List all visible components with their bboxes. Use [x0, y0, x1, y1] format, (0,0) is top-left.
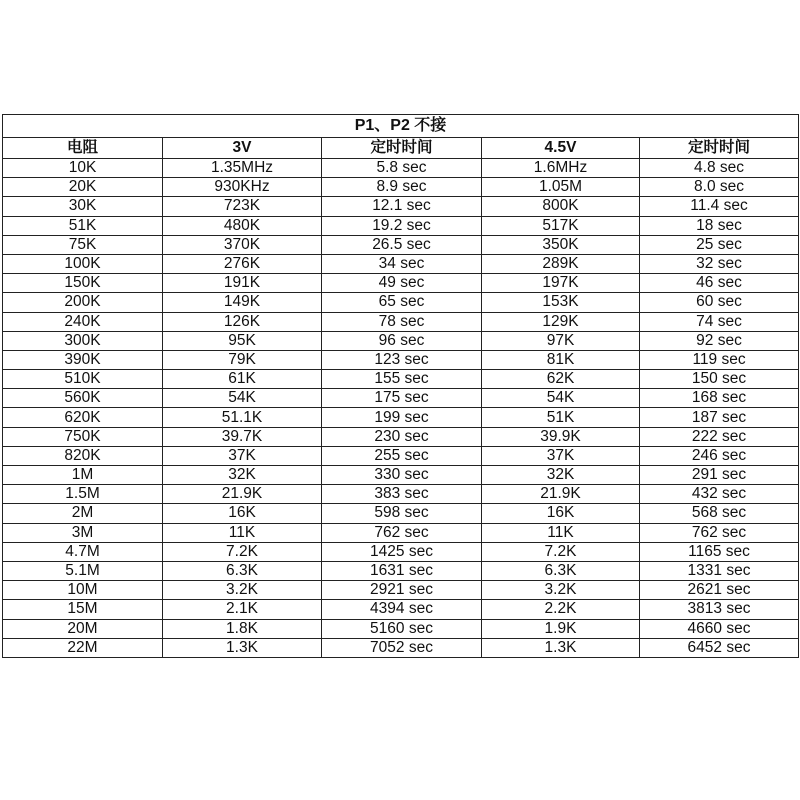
resistor-timing-table: [2, 114, 799, 658]
cell-3v-frequency: 1.8K: [163, 619, 322, 638]
cell-3v-timing: 155 sec: [322, 370, 482, 389]
cell-4-5v-frequency: 51K: [482, 408, 640, 427]
cell-4-5v-frequency: 1.3K: [482, 638, 640, 657]
table-row: [3, 331, 799, 350]
cell-3v-timing: 4394 sec: [322, 600, 482, 619]
cell-3v-timing: 26.5 sec: [322, 235, 482, 254]
cell-3v-timing: 175 sec: [322, 389, 482, 408]
cell-3v-frequency: 7.2K: [163, 542, 322, 561]
cell-4-5v-frequency: 39.9K: [482, 427, 640, 446]
cell-resistance: 1M: [3, 466, 163, 485]
cell-4-5v-frequency: 517K: [482, 216, 640, 235]
cell-4-5v-timing: 32 sec: [640, 254, 799, 273]
cell-4-5v-timing: 187 sec: [640, 408, 799, 427]
cell-3v-frequency: 370K: [163, 235, 322, 254]
cell-3v-frequency: 95K: [163, 331, 322, 350]
cell-4-5v-frequency: 54K: [482, 389, 640, 408]
cell-4-5v-frequency: 289K: [482, 254, 640, 273]
cell-3v-frequency: 1.3K: [163, 638, 322, 657]
cell-4-5v-frequency: 153K: [482, 293, 640, 312]
cell-resistance: 22M: [3, 638, 163, 657]
cell-3v-frequency: 930KHz: [163, 178, 322, 197]
cell-4-5v-timing: 3813 sec: [640, 600, 799, 619]
cell-4-5v-timing: 4.8 sec: [640, 159, 799, 178]
cell-resistance: 4.7M: [3, 542, 163, 561]
header-4-5v-timing: 定时时间: [640, 138, 799, 159]
cell-resistance: 560K: [3, 389, 163, 408]
cell-3v-timing: 5160 sec: [322, 619, 482, 638]
cell-4-5v-frequency: 350K: [482, 235, 640, 254]
cell-4-5v-frequency: 97K: [482, 331, 640, 350]
table-row: [3, 485, 799, 504]
cell-resistance: 300K: [3, 331, 163, 350]
header-resistance: 电阻: [3, 138, 163, 159]
table-row: [3, 178, 799, 197]
cell-3v-frequency: 54K: [163, 389, 322, 408]
cell-4-5v-frequency: 37K: [482, 446, 640, 465]
cell-4-5v-timing: 150 sec: [640, 370, 799, 389]
table-row: [3, 427, 799, 446]
cell-3v-frequency: 276K: [163, 254, 322, 273]
cell-resistance: 20K: [3, 178, 163, 197]
table-header-row: [3, 138, 799, 159]
cell-3v-frequency: 191K: [163, 274, 322, 293]
cell-4-5v-timing: 432 sec: [640, 485, 799, 504]
cell-4-5v-timing: 762 sec: [640, 523, 799, 542]
table-row: [3, 408, 799, 427]
cell-4-5v-frequency: 800K: [482, 197, 640, 216]
cell-resistance: 150K: [3, 274, 163, 293]
cell-3v-timing: 2921 sec: [322, 581, 482, 600]
cell-4-5v-frequency: 2.2K: [482, 600, 640, 619]
table-row: [3, 389, 799, 408]
table-row: [3, 446, 799, 465]
cell-resistance: 1.5M: [3, 485, 163, 504]
cell-4-5v-frequency: 16K: [482, 504, 640, 523]
cell-3v-timing: 65 sec: [322, 293, 482, 312]
cell-3v-timing: 199 sec: [322, 408, 482, 427]
cell-3v-timing: 49 sec: [322, 274, 482, 293]
cell-3v-frequency: 79K: [163, 350, 322, 369]
cell-resistance: 51K: [3, 216, 163, 235]
cell-4-5v-frequency: 62K: [482, 370, 640, 389]
cell-resistance: 620K: [3, 408, 163, 427]
cell-4-5v-timing: 74 sec: [640, 312, 799, 331]
table-row: [3, 235, 799, 254]
cell-4-5v-timing: 18 sec: [640, 216, 799, 235]
cell-4-5v-timing: 222 sec: [640, 427, 799, 446]
cell-3v-timing: 598 sec: [322, 504, 482, 523]
cell-4-5v-frequency: 6.3K: [482, 561, 640, 580]
cell-4-5v-timing: 2621 sec: [640, 581, 799, 600]
cell-3v-timing: 123 sec: [322, 350, 482, 369]
cell-3v-timing: 8.9 sec: [322, 178, 482, 197]
cell-resistance: 240K: [3, 312, 163, 331]
header-3v-frequency: 3V: [163, 138, 322, 159]
cell-resistance: 10K: [3, 159, 163, 178]
cell-4-5v-timing: 1331 sec: [640, 561, 799, 580]
cell-resistance: 5.1M: [3, 561, 163, 580]
cell-3v-frequency: 3.2K: [163, 581, 322, 600]
table-row: [3, 216, 799, 235]
table-row: [3, 542, 799, 561]
table-body: [3, 159, 799, 658]
cell-3v-timing: 5.8 sec: [322, 159, 482, 178]
table-row: [3, 523, 799, 542]
cell-3v-frequency: 723K: [163, 197, 322, 216]
cell-3v-timing: 7052 sec: [322, 638, 482, 657]
table-row: [3, 312, 799, 331]
cell-4-5v-timing: 1165 sec: [640, 542, 799, 561]
cell-3v-timing: 34 sec: [322, 254, 482, 273]
cell-4-5v-timing: 4660 sec: [640, 619, 799, 638]
table-row: [3, 370, 799, 389]
cell-resistance: 510K: [3, 370, 163, 389]
cell-3v-frequency: 61K: [163, 370, 322, 389]
cell-3v-timing: 96 sec: [322, 331, 482, 350]
cell-4-5v-timing: 119 sec: [640, 350, 799, 369]
cell-3v-timing: 1631 sec: [322, 561, 482, 580]
header-3v-timing: 定时时间: [322, 138, 482, 159]
cell-4-5v-frequency: 1.6MHz: [482, 159, 640, 178]
cell-4-5v-timing: 60 sec: [640, 293, 799, 312]
cell-resistance: 750K: [3, 427, 163, 446]
cell-4-5v-timing: 568 sec: [640, 504, 799, 523]
cell-3v-frequency: 1.35MHz: [163, 159, 322, 178]
cell-resistance: 20M: [3, 619, 163, 638]
cell-4-5v-timing: 168 sec: [640, 389, 799, 408]
cell-3v-timing: 78 sec: [322, 312, 482, 331]
cell-3v-timing: 255 sec: [322, 446, 482, 465]
table-row: [3, 561, 799, 580]
cell-3v-frequency: 32K: [163, 466, 322, 485]
cell-4-5v-timing: 25 sec: [640, 235, 799, 254]
cell-4-5v-frequency: 81K: [482, 350, 640, 369]
cell-resistance: 100K: [3, 254, 163, 273]
cell-4-5v-timing: 11.4 sec: [640, 197, 799, 216]
table-row: [3, 293, 799, 312]
cell-4-5v-timing: 291 sec: [640, 466, 799, 485]
cell-3v-frequency: 11K: [163, 523, 322, 542]
cell-4-5v-frequency: 7.2K: [482, 542, 640, 561]
cell-3v-timing: 1425 sec: [322, 542, 482, 561]
table-row: [3, 600, 799, 619]
table-row: [3, 274, 799, 293]
cell-4-5v-frequency: 21.9K: [482, 485, 640, 504]
cell-3v-frequency: 480K: [163, 216, 322, 235]
cell-3v-frequency: 51.1K: [163, 408, 322, 427]
cell-resistance: 30K: [3, 197, 163, 216]
cell-resistance: 200K: [3, 293, 163, 312]
cell-3v-frequency: 149K: [163, 293, 322, 312]
cell-4-5v-frequency: 1.9K: [482, 619, 640, 638]
cell-3v-timing: 330 sec: [322, 466, 482, 485]
cell-4-5v-frequency: 3.2K: [482, 581, 640, 600]
cell-3v-timing: 762 sec: [322, 523, 482, 542]
cell-4-5v-frequency: 129K: [482, 312, 640, 331]
table-title-row: [3, 115, 799, 138]
cell-4-5v-timing: 46 sec: [640, 274, 799, 293]
cell-resistance: 820K: [3, 446, 163, 465]
cell-3v-frequency: 16K: [163, 504, 322, 523]
cell-resistance: 390K: [3, 350, 163, 369]
cell-resistance: 3M: [3, 523, 163, 542]
cell-3v-timing: 12.1 sec: [322, 197, 482, 216]
cell-4-5v-timing: 8.0 sec: [640, 178, 799, 197]
table-row: [3, 619, 799, 638]
table-row: [3, 581, 799, 600]
cell-3v-frequency: 126K: [163, 312, 322, 331]
cell-resistance: 10M: [3, 581, 163, 600]
cell-4-5v-timing: 92 sec: [640, 331, 799, 350]
cell-4-5v-frequency: 1.05M: [482, 178, 640, 197]
table-row: [3, 197, 799, 216]
cell-4-5v-frequency: 197K: [482, 274, 640, 293]
table-row: [3, 254, 799, 273]
cell-resistance: 75K: [3, 235, 163, 254]
cell-4-5v-timing: 6452 sec: [640, 638, 799, 657]
cell-3v-timing: 383 sec: [322, 485, 482, 504]
cell-3v-timing: 19.2 sec: [322, 216, 482, 235]
cell-3v-frequency: 37K: [163, 446, 322, 465]
cell-4-5v-timing: 246 sec: [640, 446, 799, 465]
table-row: [3, 504, 799, 523]
cell-3v-frequency: 6.3K: [163, 561, 322, 580]
header-4-5v-frequency: 4.5V: [482, 138, 640, 159]
table-row: [3, 466, 799, 485]
table-row: [3, 350, 799, 369]
cell-3v-frequency: 2.1K: [163, 600, 322, 619]
cell-resistance: 15M: [3, 600, 163, 619]
table-row: [3, 159, 799, 178]
cell-4-5v-frequency: 11K: [482, 523, 640, 542]
cell-4-5v-frequency: 32K: [482, 466, 640, 485]
table-row: [3, 638, 799, 657]
table-title: P1、P2 不接: [3, 115, 799, 138]
cell-resistance: 2M: [3, 504, 163, 523]
cell-3v-timing: 230 sec: [322, 427, 482, 446]
cell-3v-frequency: 39.7K: [163, 427, 322, 446]
cell-3v-frequency: 21.9K: [163, 485, 322, 504]
